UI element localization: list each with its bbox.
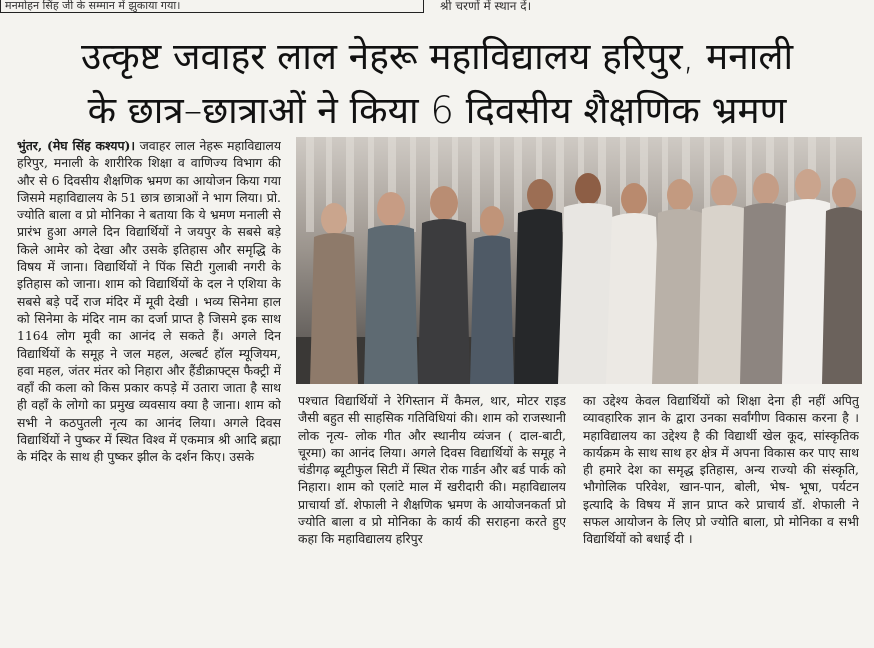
article-column-3: का उद्देश्य केवल विद्यार्थियों को शिक्षा देना ही नहीं अपितु व्यावहारिक ज्ञान के द्वारा उनका सर्वांगीण विकास करना है । महाविद्यालय का उद्देश्य है की विद्यार्थी खेल कूद, सांस्कृतिक कार्यक्रम के साथ साथ हर क्षेत्र में अपना विकास कर पाए साथ ही हमारे देश का समृद्ध इतिहास, अन्य राज्यो की संस्कृति, भौगोलिक परिवेश, खान-पान, बोली, भेष- भूषा, पर्यटन इत्यादि के विषय में ज्ञान प्राप्त करे प्राचार्य डॉ. शेफाली ने सफल आयोजन के लिए प्रो ज्योति बाला, प्रो मोनिका व सभी विद्यार्थियों को बधाई दी । bbox=[583, 393, 859, 547]
group-photo-illustration bbox=[296, 137, 862, 384]
headline-line-1: उत्कृष्ट जवाहर लाल नेहरू महाविद्यालय हरिपुर, मनाली bbox=[80, 35, 794, 78]
article-column-1 bbox=[17, 137, 281, 643]
group-photo bbox=[296, 137, 862, 384]
headline-line-2: के छात्र–छात्राओं ने किया 6 दिवसीय शैक्षणिक भ्रमण bbox=[87, 89, 787, 132]
column-1-text: जवाहर लाल नेहरू महाविद्यालय हरिपुर, मनाली के शारीरिक शिक्षा व वाणिज्य विभाग की और से 6 दिवसीय शैक्षणिक भ्रमण का आयोजन किया गया जिसमे महाविद्यालय के 51 छात्र छात्राओं ने भाग लिया। प्रो. ज्योति बाला व प्रो मोनिका ने बताया कि ये भ्रमण मनाली से प्रारंभ हुआ अगले दिन विद्यार्थियों ने जयपुर के सबसे बड़े किले आमेर को देखा और उसके इतिहास और समृद्धि के विषय में जाना। विद्यार्थियों ने पिंक सिटी गुलाबी नगरी के इतिहास को जाना। शाम को विद्यार्थियों के दल ने एशिया के सबसे बड़े पर्दे राज मंदिर में मूवी देखी । भव्य सिनेमा हाल को सिनेमा के मंदिर नाम का दर्जा प्राप्त है जिसमे इक साथ 1164 लोग मूवी का आनंद ले सकते हैं। अगले दिन विद्यार्थियों के समूह ने जल महल, अल्बर्ट हॉल म्यूजियम, हवा महल, जंतर मंतर को निहारा और हैंडीक्राफ्ट्स फैक्ट्री में वहाँ की कला को किस प्रकार कपड़े में उतारा जाता है साथ ही वहाँ के लोगो का प्रमुख व्यवसाय क्या है जाना। शाम को सभी ने कठपुतली नृत्य का आनंद लिया। अगले दिवस विद्यार्थियों ने पुष्कर में स्थित विश्व में एकमात्र श्री आदि ब्रह्मा के मंदिर के साथ ही पुष्कर झील के दर्शन किए। उसके bbox=[17, 138, 281, 465]
byline: भुंतर, (मेघ सिंह कश्यप)। bbox=[17, 138, 136, 153]
adjacent-article-tail: श्री चरणों में स्थान दें। bbox=[440, 0, 532, 13]
headline bbox=[0, 30, 874, 138]
article-column-2: पश्चात विद्यार्थियों ने रेगिस्तान में कैमल, थार, मोटर राइड जैसी बहुत सी साहसिक गतिविधियां की। शाम को राजस्थानी लोक नृत्य- लोक गीत और स्थानीय व्यंजन ( दाल-बाटी, चूरमा) का आनंद लिया। अगले दिवस विद्यार्थियों के समूह ने चंडीगढ़ ब्यूटीफुल सिटी में स्थित रोक गार्डन और बर्ड पार्क को निहारा। शाम को एलांटे माल में खरीदारी की। महाविद्यालय प्राचार्या डॉ. शेफाली ने शैक्षणिक भ्रमण के आयोजनकर्ता प्रो ज्योति बाला व प्रो मोनिका के कार्य की सराहना करते हुए कहा कि महाविद्यालय हरिपुर bbox=[298, 393, 566, 547]
previous-article-tail: मनमोहन सिंह जी के सम्मान में झुकाया गया। bbox=[0, 0, 424, 13]
